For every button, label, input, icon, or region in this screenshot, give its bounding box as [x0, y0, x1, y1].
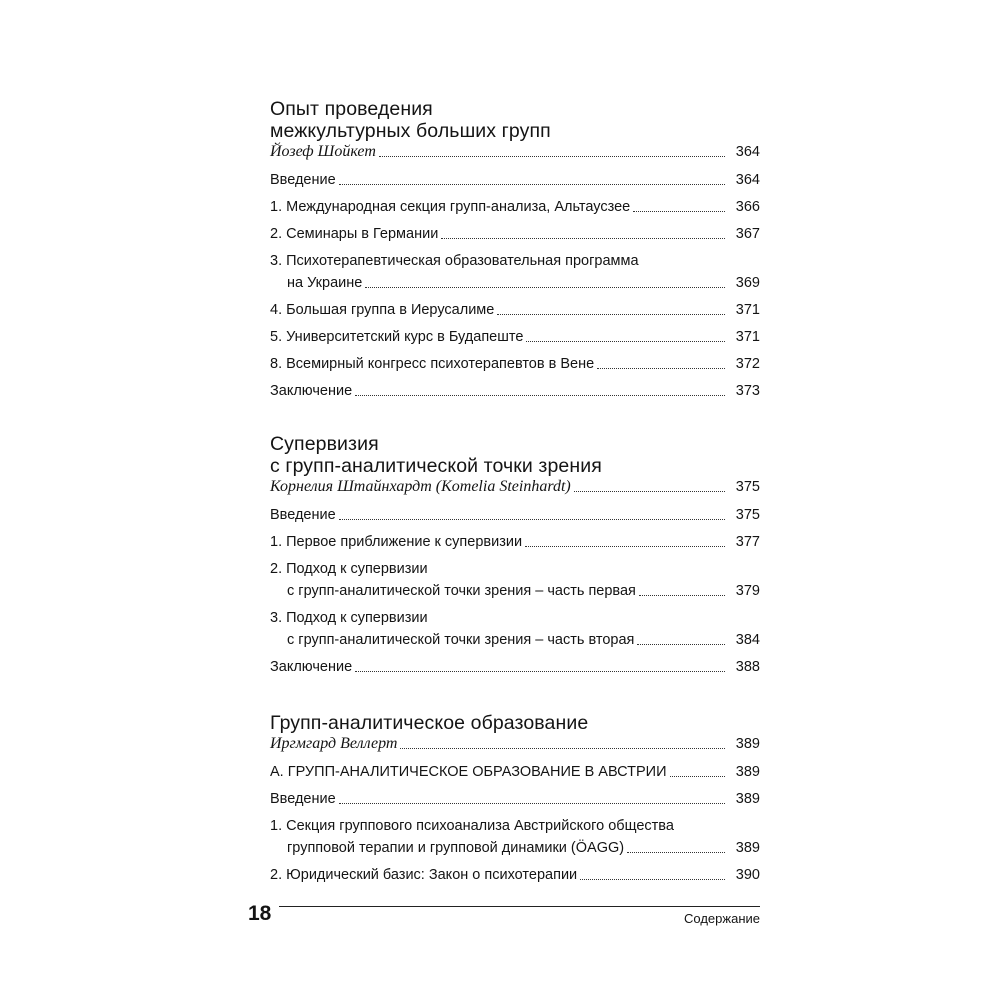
page-ref: 364: [735, 144, 760, 160]
entry-text-first-line: 3. Психотерапевтическая образовательная программа: [270, 253, 639, 269]
dot-leader: [526, 341, 725, 342]
toc-entry: [270, 355, 760, 373]
entry-text: 1. Международная секция групп-анализа, Альтаусзее: [270, 199, 631, 215]
entry-text-first-line: 1. Секция группового психоанализа Австрийского общества: [270, 818, 674, 834]
toc-author-entry: [270, 478, 760, 496]
toc-entry: [270, 533, 760, 551]
page-ref: 369: [735, 275, 760, 291]
entry-text: 2. Семинары в Германии: [270, 226, 439, 242]
toc-entry: [270, 198, 760, 216]
toc-entry: [270, 790, 760, 808]
toc-section-3: [270, 712, 760, 884]
author-name: Корнелия Штайнхардт (Komelia Steinhardt): [270, 478, 571, 495]
toc-section-2: [270, 433, 760, 676]
entry-text: 8. Всемирный конгресс психотерапевтов в Вене: [270, 356, 595, 372]
page-number: 18: [248, 902, 272, 925]
page-ref: 367: [735, 226, 760, 242]
toc-entry: [270, 866, 760, 884]
section-title-line: с групп-аналитической точки зрения: [270, 455, 602, 477]
author-name: Иргмгард Веллерт: [270, 735, 398, 752]
page-ref: 384: [735, 632, 760, 648]
section-title-line: Супервизия: [270, 433, 379, 455]
dot-leader: [339, 803, 725, 804]
page-ref: 389: [735, 791, 760, 807]
entry-text-first-line: 3. Подход к супервизии: [270, 610, 428, 626]
dot-leader: [627, 852, 725, 853]
page-ref: 388: [735, 659, 760, 675]
entry-text: Введение: [270, 791, 336, 807]
page-ref: 371: [735, 329, 760, 345]
entry-text: А. ГРУПП-АНАЛИТИЧЕСКОЕ ОБРАЗОВАНИЕ В АВСТРИИ: [270, 764, 667, 780]
toc-entry: [270, 225, 760, 243]
entry-text: Заключение: [270, 383, 353, 399]
dot-leader: [497, 314, 725, 315]
dot-leader: [400, 748, 725, 749]
entry-text-first-line: 2. Подход к супервизии: [270, 561, 428, 577]
entry-text: 5. Университетский курс в Будапеште: [270, 329, 524, 345]
page-ref: 375: [735, 479, 760, 495]
entry-text: Заключение: [270, 659, 353, 675]
page-ref: 390: [735, 867, 760, 883]
page-ref: 389: [735, 840, 760, 856]
toc-section-1: [270, 98, 760, 400]
dot-leader: [637, 644, 725, 645]
dot-leader: [525, 546, 725, 547]
dot-leader: [633, 211, 725, 212]
dot-leader: [339, 519, 725, 520]
dot-leader: [670, 776, 726, 777]
page-ref: 389: [735, 736, 760, 752]
toc-entry: [270, 301, 760, 319]
toc-author-entry: [270, 143, 760, 161]
entry-text: с групп-аналитической точки зрения – часть первая: [287, 583, 636, 599]
page-ref: 371: [735, 302, 760, 318]
toc-entry: [270, 763, 760, 781]
toc-entry: [270, 839, 760, 857]
toc-entry: [270, 171, 760, 189]
page-ref: 375: [735, 507, 760, 523]
toc-entry: [270, 328, 760, 346]
page-ref: 364: [735, 172, 760, 188]
page-ref: 389: [735, 764, 760, 780]
dot-leader: [365, 287, 725, 288]
section-title-line: Групп-аналитическое образование: [270, 712, 589, 734]
toc-entry: [270, 658, 760, 676]
running-title: Содержание: [684, 911, 760, 926]
entry-text: Введение: [270, 172, 336, 188]
entry-text: на Украине: [287, 275, 363, 291]
dot-leader: [597, 368, 725, 369]
entry-text: с групп-аналитической точки зрения – часть вторая: [287, 632, 635, 648]
toc-entry: [270, 631, 760, 649]
entry-text: Введение: [270, 507, 336, 523]
footer-rule: [279, 906, 760, 907]
dot-leader: [355, 671, 725, 672]
dot-leader: [639, 595, 725, 596]
toc-entry: [270, 382, 760, 400]
dot-leader: [574, 491, 725, 492]
dot-leader: [355, 395, 725, 396]
toc-entry: [270, 582, 760, 600]
entry-text: групповой терапии и групповой динамики (ÖAGG): [287, 840, 625, 856]
dot-leader: [379, 156, 725, 157]
dot-leader: [580, 879, 725, 880]
entry-text: 4. Большая группа в Иерусалиме: [270, 302, 495, 318]
author-name: Йозеф Шойкет: [270, 143, 376, 160]
toc-entry: [270, 506, 760, 524]
toc-author-entry: [270, 735, 760, 753]
page-ref: 373: [735, 383, 760, 399]
dot-leader: [441, 238, 725, 239]
entry-text: 1. Первое приближение к супервизии: [270, 534, 523, 550]
page-ref: 379: [735, 583, 760, 599]
page-ref: 372: [735, 356, 760, 372]
page-ref: 366: [735, 199, 760, 215]
page-ref: 377: [735, 534, 760, 550]
section-title-line: межкультурных больших групп: [270, 120, 551, 142]
toc-entry: [270, 274, 760, 292]
section-title-line: Опыт проведения: [270, 98, 433, 120]
dot-leader: [339, 184, 725, 185]
entry-text: 2. Юридический базис: Закон о психотерапии: [270, 867, 578, 883]
